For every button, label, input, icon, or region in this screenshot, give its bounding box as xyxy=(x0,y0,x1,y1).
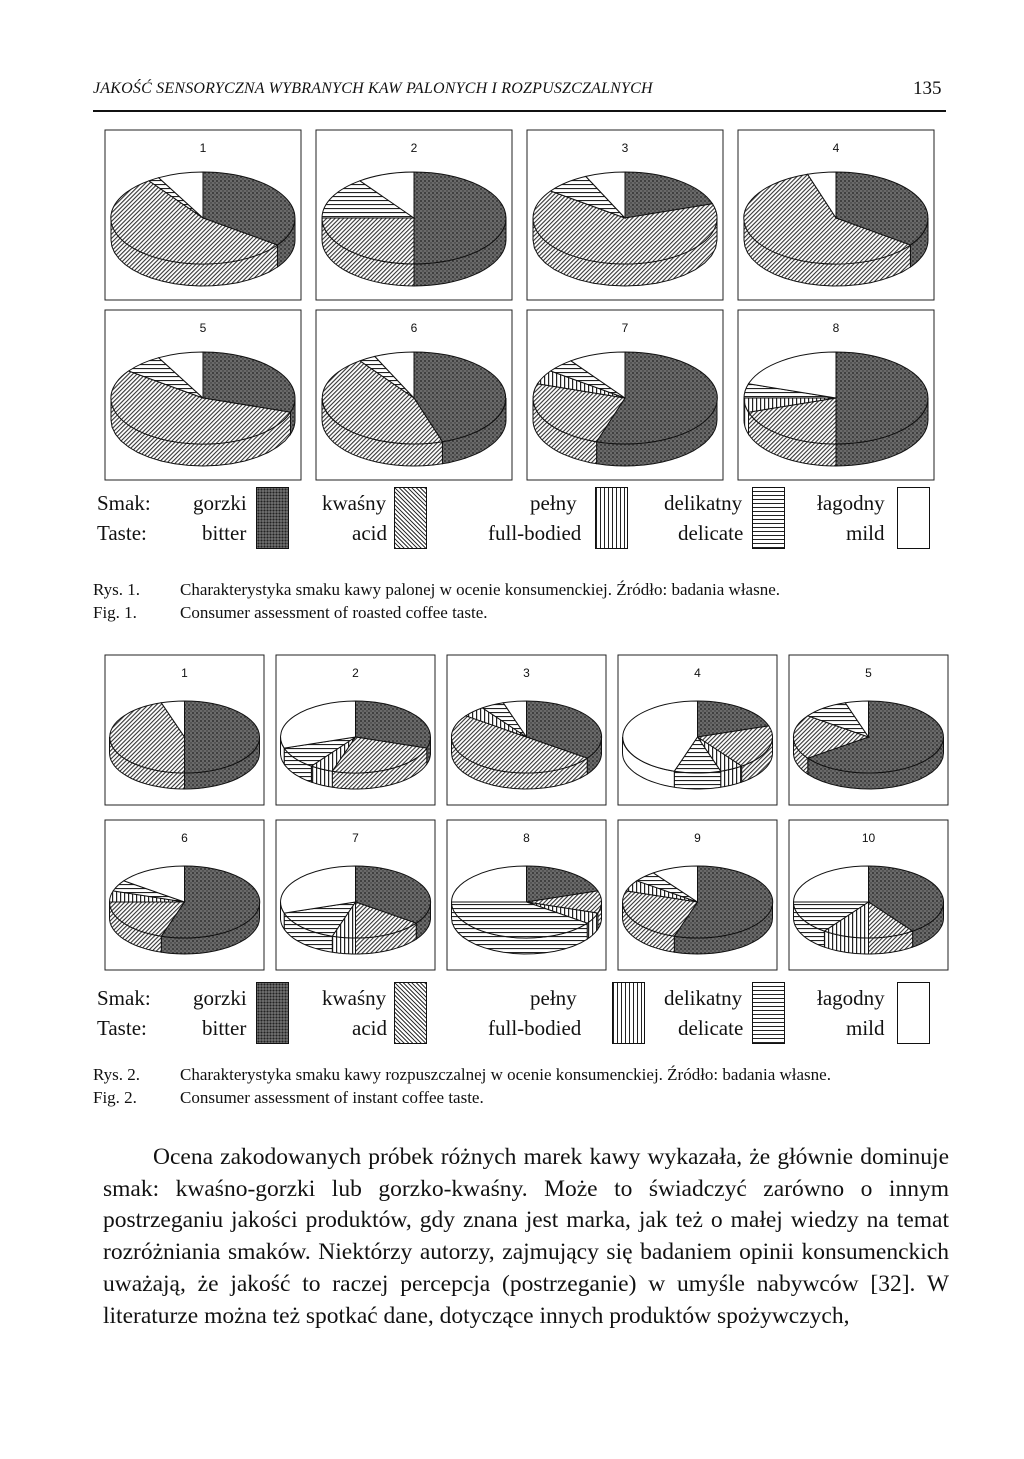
legend-full-swatch xyxy=(612,982,645,1044)
legend-bitter-swatch xyxy=(256,982,289,1044)
figure-1-caption-en: Consumer assessment of roasted coffee taste. xyxy=(180,603,488,622)
pie-panel-label: 4 xyxy=(694,666,701,680)
pie-side-full xyxy=(332,936,355,954)
header-rule xyxy=(93,110,946,112)
legend-mild-pl: łagodny xyxy=(817,491,885,515)
legend-row2-label: Taste: xyxy=(97,521,147,545)
figure-2-caption-pl: Charakterystyka smaku kawy rozpuszczalnej w ocenie konsumenckiej. Źródło: badania własne. xyxy=(180,1065,831,1084)
pie-panel-label: 7 xyxy=(352,831,359,845)
legend-acid-swatch xyxy=(394,982,427,1044)
legend-delicate-pl: delikatny xyxy=(664,986,743,1010)
figure-1-legend xyxy=(0,485,1024,555)
pie-panel-label: 1 xyxy=(199,141,207,155)
pie-panel-label: 5 xyxy=(199,321,207,335)
legend-acid-swatch xyxy=(394,487,427,549)
legend-acid-pl: kwaśny xyxy=(322,491,387,515)
pie-panel-label: 4 xyxy=(832,141,840,155)
legend-mild-en: mild xyxy=(846,1016,885,1040)
figure-1-pie-grid xyxy=(0,120,1024,490)
legend-acid-en: acid xyxy=(352,1016,387,1040)
legend-bitter-pl: gorzki xyxy=(193,986,247,1010)
pie-panel-label: 5 xyxy=(865,666,872,680)
legend-mild-swatch xyxy=(897,487,930,549)
figure-1-caption-pl: Charakterystyka smaku kawy palonej w ocenie konsumenckiej. Źródło: badania własne. xyxy=(180,580,781,599)
pie-slice-mild xyxy=(452,866,527,902)
pie-panel-label: 10 xyxy=(861,831,876,845)
legend-delicate-swatch xyxy=(752,982,785,1044)
legend-row2-label: Taste: xyxy=(97,1016,147,1040)
pie-panel-label: 3 xyxy=(621,141,629,155)
pie-slice-mild xyxy=(794,866,869,902)
page-number: 135 xyxy=(913,78,942,99)
legend-full-en: full-bodied xyxy=(488,521,582,545)
figure-2-caption-en-label: Fig. 2. xyxy=(93,1088,137,1107)
figure-2-legend xyxy=(0,980,1024,1050)
legend-delicate-en: delicate xyxy=(678,521,744,545)
legend-bitter-en: bitter xyxy=(202,1016,247,1040)
legend-row1-label: Smak: xyxy=(97,491,151,515)
legend-bitter-swatch xyxy=(256,487,289,549)
pie-panel-label: 3 xyxy=(523,666,530,680)
pie-panel-label: 7 xyxy=(621,321,629,335)
legend-bitter-pl: gorzki xyxy=(193,491,247,515)
legend-row1-label: Smak: xyxy=(97,986,151,1010)
figure-2-caption-en: Consumer assessment of instant coffee taste. xyxy=(180,1088,484,1107)
legend-bitter-en: bitter xyxy=(202,521,247,545)
legend-delicate-en: delicate xyxy=(678,1016,744,1040)
pie-panel-label: 2 xyxy=(410,141,418,155)
body-paragraph: Ocena zakodowanych próbek różnych marek kawy wykazała, że głównie dominuje smak: kwaśno-gorzki lub gorzko-kwaśny. Może to świadczyć zarówno o innym postrzeganiu jakości produktów, gdy znana jest marka, jak też o małej wiedzy na temat rozróżniania smaków. Niektórzy autorzy, zajmujący się badaniem opinii konsumenckich uważają, że jakość to raczej percepcja (postrzeganie) w umyśle nabywców [32]. W literaturze można też spotkać dane, dotyczące innych produktów spożywczych, xyxy=(103,1144,949,1329)
legend-delicate-swatch xyxy=(752,487,785,549)
legend-full-swatch xyxy=(595,487,628,549)
legend-full-en: full-bodied xyxy=(488,1016,582,1040)
figure-1-caption-pl-label: Rys. 1. xyxy=(93,580,141,599)
pie-panel-label: 9 xyxy=(694,831,701,845)
legend-acid-en: acid xyxy=(352,521,387,545)
figure-2-caption-pl-label: Rys. 2. xyxy=(93,1065,141,1084)
legend-mild-pl: łagodny xyxy=(817,986,885,1010)
pie-panel-label: 6 xyxy=(410,321,418,335)
figure-2-pie-grid xyxy=(0,640,1024,980)
pie-panel-label: 1 xyxy=(181,666,188,680)
figure-1-caption-en-label: Fig. 1. xyxy=(93,603,137,622)
legend-mild-swatch xyxy=(897,982,930,1044)
pie-panel-label: 8 xyxy=(832,321,840,335)
pie-panel-label: 6 xyxy=(181,831,188,845)
legend-acid-pl: kwaśny xyxy=(322,986,387,1010)
legend-full-pl: pełny xyxy=(530,491,577,515)
running-head: JAKOŚĆ SENSORYCZNA WYBRANYCH KAW PALONYCH I ROZPUSZCZALNYCH xyxy=(93,80,653,97)
legend-delicate-pl: delikatny xyxy=(664,491,743,515)
pie-panel-label: 2 xyxy=(352,666,359,680)
pie-panel-label: 8 xyxy=(523,831,530,845)
legend-full-pl: pełny xyxy=(530,986,577,1010)
legend-mild-en: mild xyxy=(846,521,885,545)
pie-side-delicate xyxy=(674,771,720,789)
